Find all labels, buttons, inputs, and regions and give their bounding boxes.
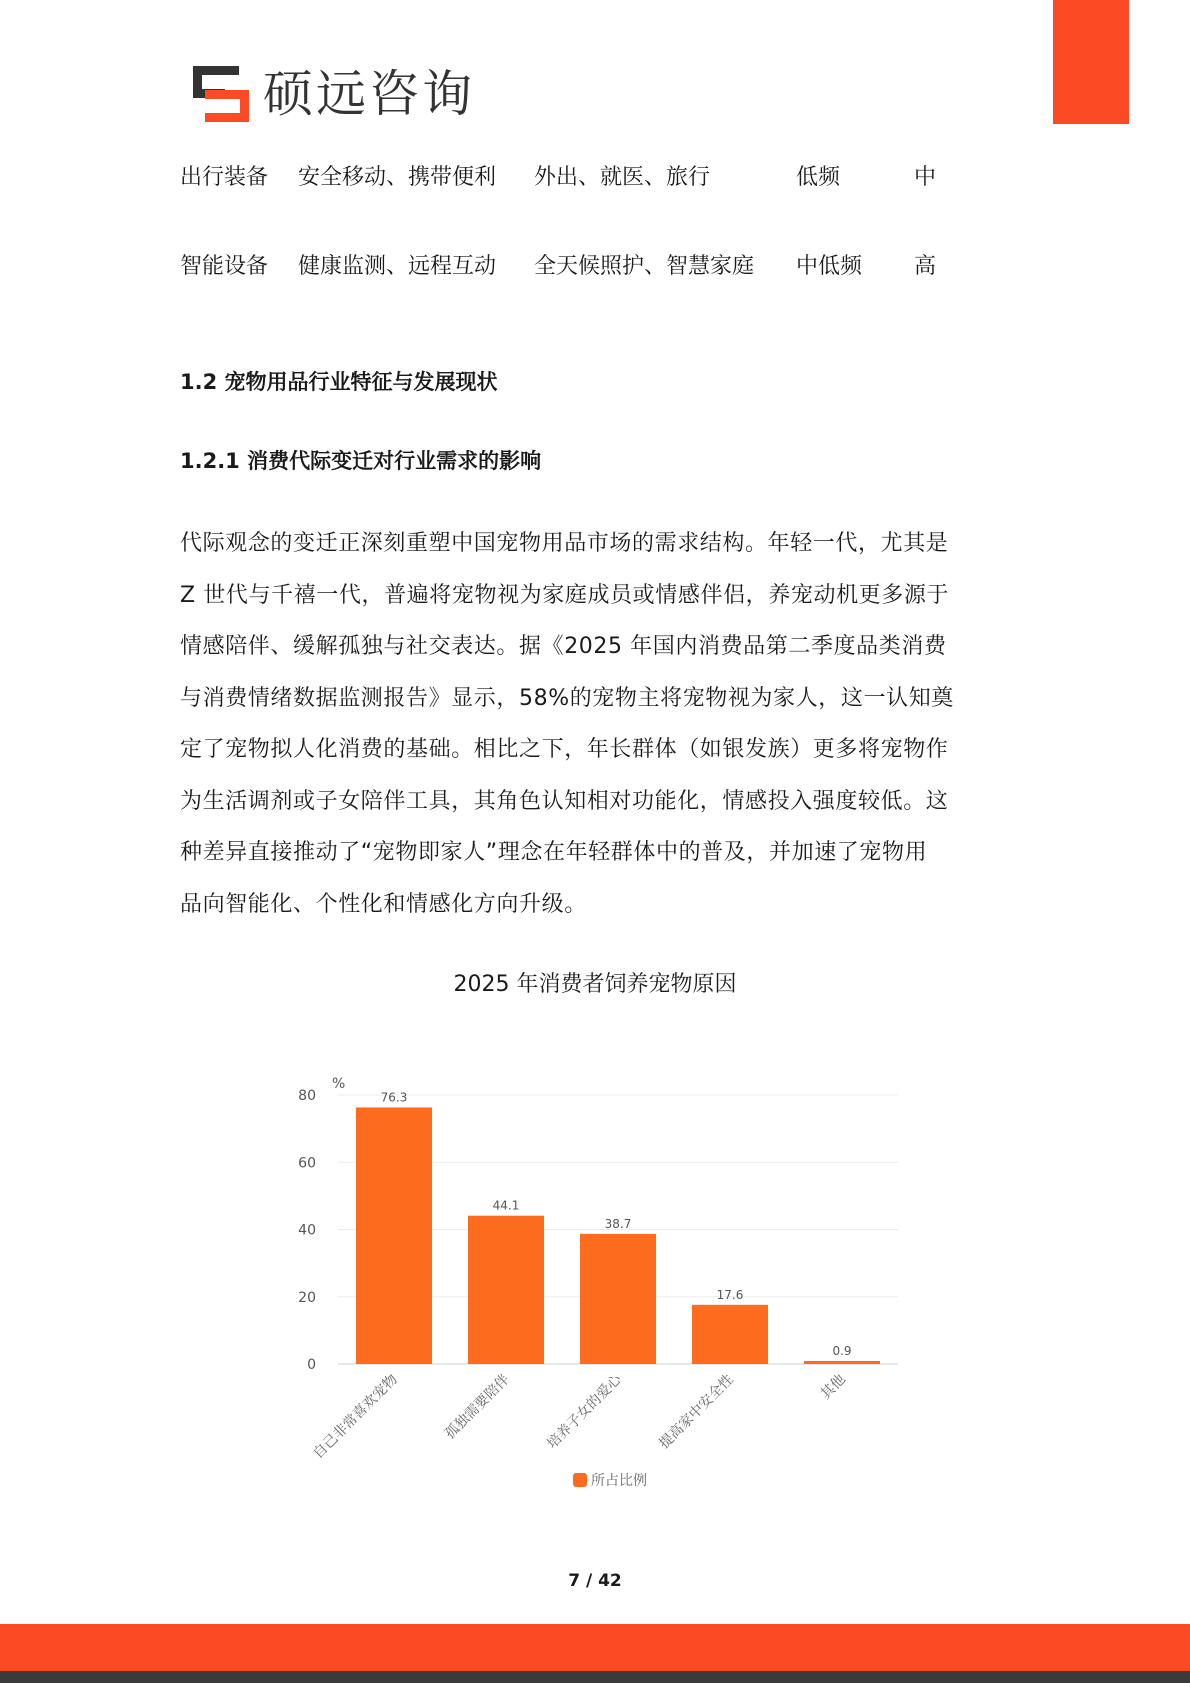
data-label: 0.9 — [832, 1343, 852, 1358]
brand-logo — [193, 64, 475, 124]
logo-text: 硕远咨询 — [263, 65, 475, 123]
bar — [580, 1234, 656, 1364]
x-tick-label: 自己非常喜欢宠物 — [310, 1371, 401, 1463]
data-label: 38.7 — [604, 1216, 632, 1231]
paragraph-line: 情感陪伴、缓解孤独与社交表达。据《2025 年国内消费品第二季度品类消费 — [180, 634, 947, 659]
paragraph-line: 种差异直接推动了“宠物即家人”理念在年轻群体中的普及，并加速了宠物用 — [180, 840, 928, 865]
bar — [468, 1216, 544, 1364]
cell-function: 安全移动、携带便利 — [298, 165, 497, 190]
y-unit-label: % — [332, 1076, 346, 1092]
bar — [692, 1305, 768, 1364]
corner-accent-tab — [1053, 0, 1129, 124]
y-tick-label: 0 — [307, 1357, 316, 1373]
cell-level: 中 — [914, 165, 937, 190]
x-tick-label: 培养子女的爱心 — [544, 1371, 625, 1453]
bar — [804, 1361, 880, 1364]
subsection-heading: 1.2.1 消费代际变迁对行业需求的影响 — [180, 449, 542, 473]
data-label: 44.1 — [492, 1198, 520, 1213]
cell-frequency: 中低频 — [796, 254, 863, 279]
section-heading: 1.2 宠物用品行业特征与发展现状 — [180, 370, 498, 394]
cell-function: 健康监测、远程互动 — [298, 254, 497, 279]
y-tick-label: 20 — [298, 1289, 316, 1306]
paragraph-line: 代际观念的变迁正深刻重塑中国宠物用品市场的需求结构。年轻一代，尤其是 — [180, 531, 949, 556]
page-number: 7 / 42 — [568, 1571, 622, 1591]
x-tick-label: 孤独需要陪伴 — [442, 1371, 513, 1443]
cell-category: 智能设备 — [180, 254, 269, 279]
legend-label: 所占比例 — [591, 1473, 647, 1489]
legend-swatch — [573, 1473, 587, 1487]
paragraph-line: 与消费情绪数据监测报告》显示，58%的宠物主将宠物视为家人，这一认知奠 — [180, 685, 954, 711]
y-tick-label: 80 — [298, 1088, 316, 1104]
paragraph-line: 为生活调剂或子女陪伴工具，其角色认知相对功能化，情感投入强度较低。这 — [180, 788, 949, 814]
bar-chart — [290, 1070, 920, 1510]
cell-scenario: 全天候照护、智慧家庭 — [534, 254, 755, 279]
cell-level: 高 — [914, 254, 937, 279]
x-tick-label: 其他 — [817, 1371, 849, 1403]
footer-dark-strip — [0, 1671, 1190, 1683]
cell-frequency: 低频 — [796, 165, 841, 190]
y-tick-label: 40 — [298, 1222, 316, 1239]
cell-scenario: 外出、就医、旅行 — [534, 165, 711, 190]
data-label: 76.3 — [380, 1090, 408, 1105]
y-tick-label: 60 — [298, 1155, 316, 1172]
data-label: 17.6 — [716, 1287, 744, 1302]
paragraph-line: 定了宠物拟人化消费的基础。相比之下，年长群体（如银发族）更多将宠物作 — [180, 737, 949, 762]
logo-mark-icon — [193, 66, 249, 122]
paragraph-line: 品向智能化、个性化和情感化方向升级。 — [180, 891, 587, 917]
body-paragraph — [180, 518, 1002, 930]
bar — [356, 1107, 432, 1364]
footer-accent-bar — [0, 1624, 1190, 1671]
cell-category: 出行装备 — [180, 165, 269, 190]
x-tick-label: 提高家中安全性 — [656, 1371, 737, 1453]
chart-title: 2025 年消费者饲养宠物原因 — [453, 972, 737, 997]
paragraph-line: Z 世代与千禧一代，普遍将宠物视为家庭成员或情感伴侣，养宠动机更多源于 — [180, 582, 950, 608]
